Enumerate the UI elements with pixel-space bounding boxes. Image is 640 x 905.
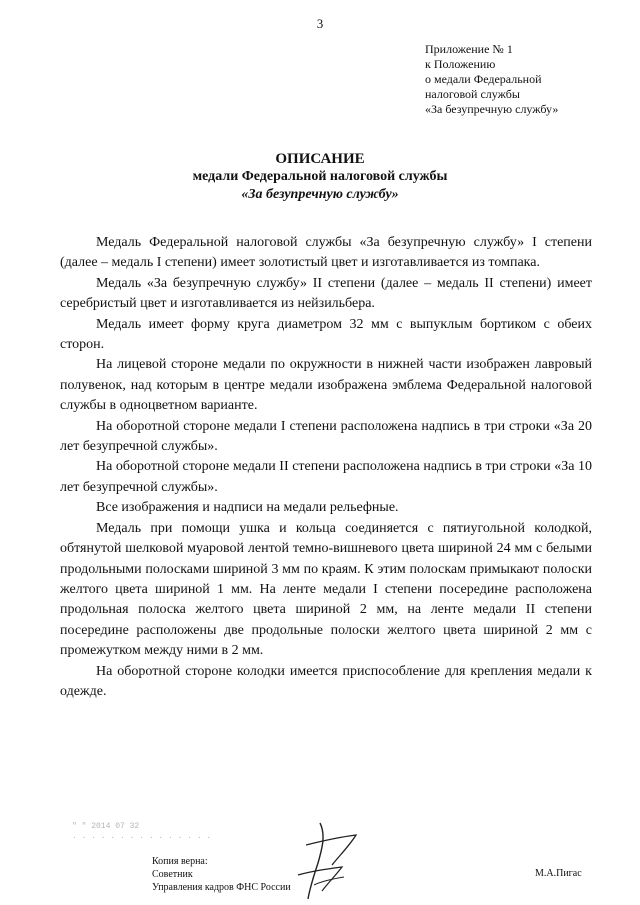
paragraph: На лицевой стороне медали по окружности в нижней части изображен лавровый полувенок, над которым в центре медали изображена эмблема Федеральной налоговой службы в одноцветном варианте. <box>60 357 592 414</box>
appendix-line: Приложение № 1 <box>425 42 513 56</box>
document-title <box>0 150 640 204</box>
certification-line: Управления кадров ФНС России <box>152 882 291 893</box>
appendix-line: к Положению <box>425 57 496 71</box>
appendix-line: налоговой службы <box>425 87 520 101</box>
appendix-line: «За безупречную службу» <box>425 102 559 116</box>
paragraph: Все изображения и надписи на медали рельефные. <box>96 500 399 516</box>
stamp-line: " " 2014 07 32 <box>72 822 140 831</box>
certification-block <box>152 855 291 894</box>
title-subtitle: медали Федеральной налоговой службы <box>192 169 448 184</box>
page-number: 3 <box>316 16 324 31</box>
faint-stamp <box>72 822 211 842</box>
appendix-line: о медали Федеральной <box>425 72 542 86</box>
paragraph: На оборотной стороне медали II степени расположена надпись в три строки «За 10 лет безупречной службы». <box>60 459 592 495</box>
signer-name: М.А.Пигас <box>535 868 582 879</box>
paragraph: Медаль Федеральной налоговой службы «За безупречную службу» I степени (далее – медаль I степени) имеет золотистый цвет и изготавливается из томпака. <box>60 235 592 271</box>
paragraph: Медаль имеет форму круга диаметром 32 мм с выпуклым бортиком с обеих сторон. <box>60 316 592 353</box>
certification-line: Советник <box>152 869 193 880</box>
title-main: ОПИСАНИЕ <box>275 151 365 167</box>
paragraph: Медаль «За безупречную службу» II степени (далее – медаль II степени) имеет серебристый цвет и изготавливается из нейзильбера. <box>60 275 592 312</box>
paragraph: На оборотной стороне медали I степени расположена надпись в три строки «За 20 лет безупречной службы». <box>60 418 592 455</box>
document-body <box>60 233 592 702</box>
title-quote: «За безупречную службу» <box>241 187 399 202</box>
certification-line: Копия верна: <box>152 856 208 867</box>
signature-mark <box>292 815 370 905</box>
appendix-reference <box>425 42 558 117</box>
stamp-line: . . . . . . . . . . . . . . . <box>72 832 212 841</box>
paragraph: На оборотной стороне колодки имеется приспособление для крепления медали к одежде. <box>60 663 592 699</box>
paragraph: Медаль при помощи ушка и кольца соединяется с пятиугольной колодкой, обтянутой шелковой муаровой лентой темно-вишневого цвета шириной 24 мм с белыми продольными полосками шириной 3 мм по краям. К этим полоскам примыкают полоски желтого цвета шириной 1 мм. На ленте медали I степени посередине расположена продольная полоска желтого цвета шириной 2 мм, на ленте медали II степени посередине расположены две продольные полоски желтого цвета шириной 2 мм с промежутком между ними в 2 мм. <box>60 520 592 659</box>
